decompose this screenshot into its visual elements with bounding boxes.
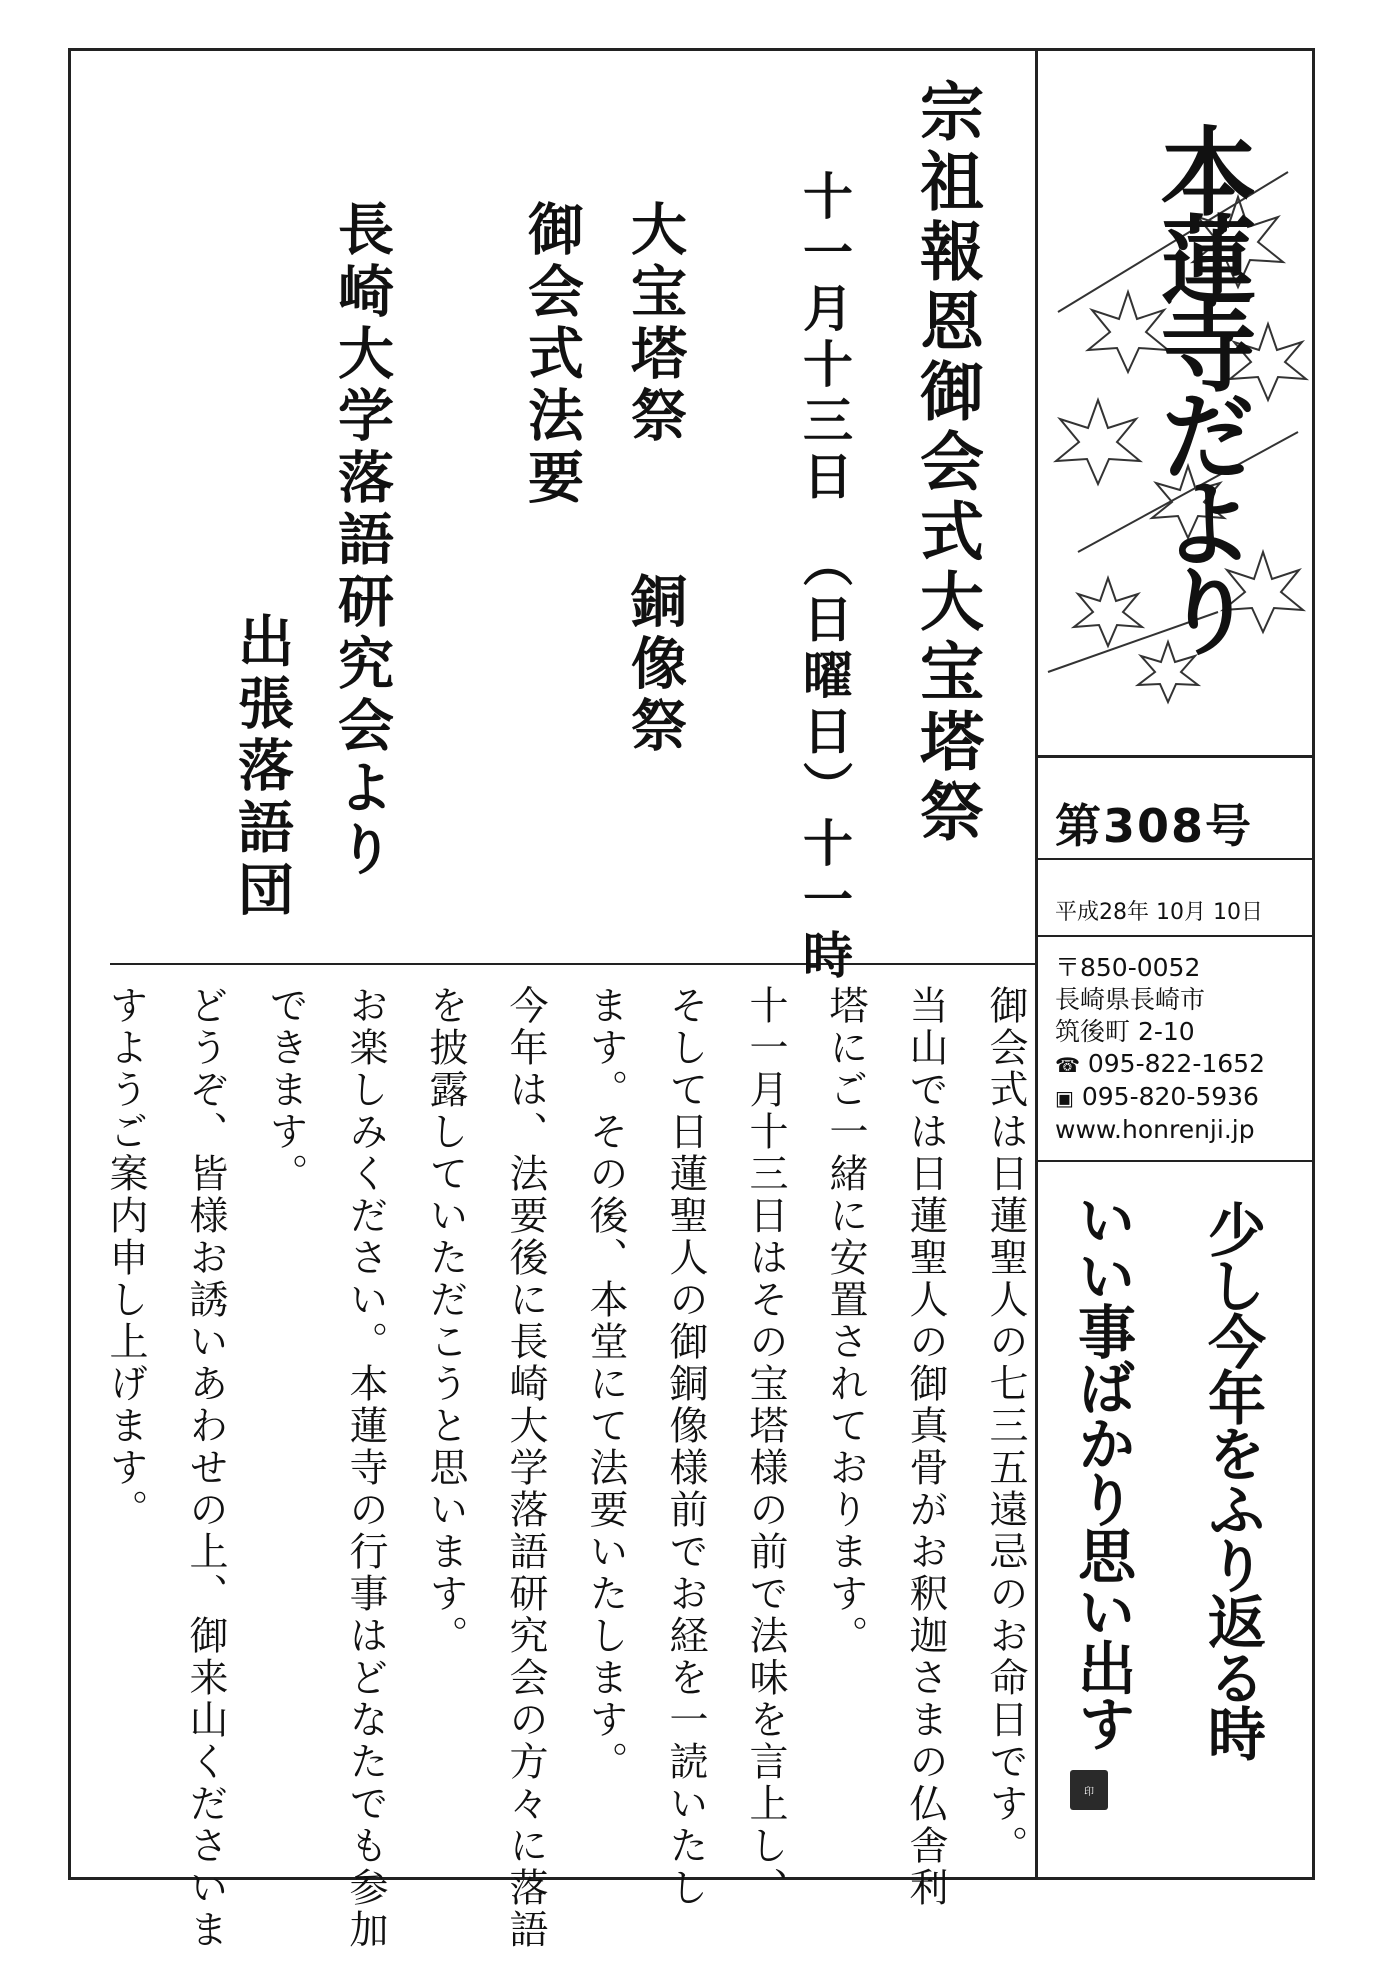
event-oeshiki-hoyo: 御会式法要 — [519, 200, 585, 510]
address-line2: 筑後町 2-10 — [1055, 1017, 1195, 1046]
fax-number: 095-820-5936 — [1081, 1082, 1259, 1111]
postal-code: 〒850-0052 — [1055, 953, 1201, 982]
body-line: ます。その後、本堂にて法要いたします。 — [583, 985, 628, 1783]
event-rakugo: 長崎大学落語研究会より — [329, 200, 395, 882]
body-line: 当山では日蓮聖人の御真骨がお釈迦さまの仏舎利 — [903, 985, 948, 1909]
announcement-title: 宗祖報恩御会式大宝塔祭 — [909, 78, 984, 848]
body-line: を披露していただこうと思います。 — [423, 985, 468, 1657]
body-text — [85, 985, 1045, 1951]
seal-stamp-icon: 印 — [1070, 1770, 1108, 1810]
announcement-datetime: 十一月十三日 （日曜日）十一時 — [795, 170, 854, 985]
body-line: どうぞ、皆様お誘いあわせの上、御来山くださいま — [183, 985, 228, 1951]
publish-date: 平成28年 10月 10日 — [1055, 900, 1263, 925]
body-line: お楽しみください。本蓮寺の行事はどなたでも参加 — [343, 985, 388, 1951]
section-divider — [110, 963, 1035, 965]
body-line: 十一月十三日はその宝塔様の前で法味を言上し、 — [743, 985, 788, 1909]
body-line: できます。 — [263, 985, 308, 1195]
fax-row — [1055, 1081, 1265, 1114]
tel-row — [1055, 1048, 1265, 1081]
event-daihotosai: 大宝塔祭 銅像祭 — [622, 200, 688, 758]
title-artwork — [1038, 52, 1312, 752]
event-rakugo-troupe: 出張落語団 — [229, 612, 295, 922]
body-line: そして日蓮聖人の御銅像様前でお経を一読いたし — [663, 985, 708, 1909]
title-box-bottom-line — [1035, 755, 1315, 758]
body-line: 御会式は日蓮聖人の七三五遠忌のお命日です。 — [983, 985, 1028, 1867]
issue-box-bottom-line — [1035, 858, 1315, 860]
body-line: 今年は、法要後に長崎大学落語研究会の方々に落語 — [503, 985, 548, 1951]
contact-block — [1055, 952, 1265, 1146]
body-line: すようご案内申し上げます。 — [103, 985, 148, 1531]
newsletter-title: 本蓮寺だより — [1145, 122, 1258, 650]
address-line1: 長崎県長崎市 — [1055, 985, 1206, 1014]
body-line: 塔にご一緒に安置されております。 — [823, 985, 868, 1657]
website-link[interactable]: www.honrenji.jp — [1055, 1115, 1255, 1144]
address-box-bottom-line — [1035, 1160, 1315, 1162]
tel-number: 095-822-1652 — [1087, 1049, 1265, 1078]
poem-line1: 少し今年をふり返る時 — [1198, 1200, 1266, 1760]
issue-number: 第308号 — [1055, 799, 1254, 853]
poem-line2: いい事ばかり思い出す — [1068, 1190, 1136, 1750]
date-box-bottom-line — [1035, 935, 1315, 937]
phone-icon: ☎ — [1055, 1053, 1080, 1077]
fax-icon: ▣ — [1055, 1086, 1074, 1110]
